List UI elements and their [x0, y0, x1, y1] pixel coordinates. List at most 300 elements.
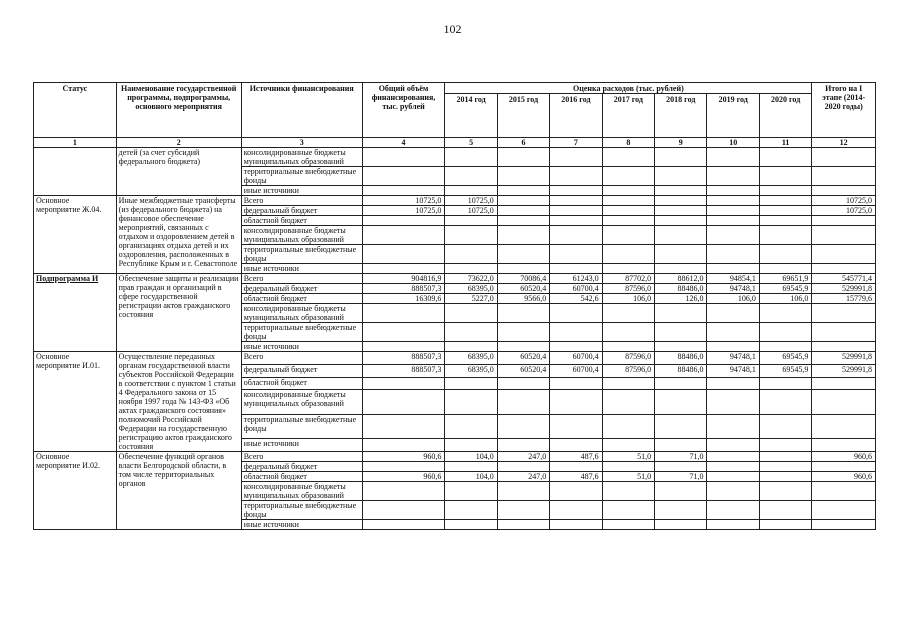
stage-total-cell: 10725,0: [812, 206, 876, 216]
stage-total-cell: [812, 304, 876, 323]
year-value-cell: [655, 501, 707, 520]
financing-table-wrapper: [33, 82, 876, 530]
year-value-cell: [759, 439, 811, 452]
year-value-cell: [707, 472, 759, 482]
total-value-cell: 904816,9: [362, 274, 445, 284]
total-value-cell: [362, 323, 445, 342]
year-value-cell: [550, 206, 602, 216]
year-value-cell: [445, 520, 497, 530]
year-value-cell: 10725,0: [445, 206, 497, 216]
year-value-cell: [445, 342, 497, 352]
source-cell: иные источники: [241, 264, 362, 274]
header-stage-total: Итого на I этапе (2014-2020 годы): [812, 83, 876, 138]
year-value-cell: [550, 323, 602, 342]
stage-total-cell: 960,6: [812, 452, 876, 462]
year-value-cell: [497, 462, 549, 472]
total-value-cell: [362, 414, 445, 438]
header-sources: Источники финансирования: [241, 83, 362, 138]
total-value-cell: [362, 148, 445, 167]
year-value-cell: 69545,9: [759, 284, 811, 294]
year-value-cell: [602, 439, 654, 452]
year-value-cell: [445, 148, 497, 167]
year-value-cell: [759, 462, 811, 472]
source-cell: областной бюджет: [241, 294, 362, 304]
table-row: [34, 148, 876, 167]
year-value-cell: [759, 148, 811, 167]
year-value-cell: 94748,1: [707, 364, 759, 377]
year-value-cell: [497, 520, 549, 530]
stage-total-cell: 545771,4: [812, 274, 876, 284]
stage-total-cell: [812, 245, 876, 264]
stage-total-cell: [812, 482, 876, 501]
year-value-cell: [445, 414, 497, 438]
column-number: 8: [602, 138, 654, 148]
year-value-cell: [707, 264, 759, 274]
year-value-cell: [707, 342, 759, 352]
year-value-cell: [445, 226, 497, 245]
year-value-cell: [759, 167, 811, 186]
total-value-cell: [362, 462, 445, 472]
stage-total-cell: [812, 377, 876, 390]
year-value-cell: [445, 304, 497, 323]
year-value-cell: [550, 501, 602, 520]
stage-total-cell: [812, 226, 876, 245]
year-value-cell: [707, 216, 759, 226]
program-name-cell: Осуществление переданных органам государственной власти субъектов Российской Федерации в соответствии с пунктом 1 статьи 4 Федерального закона от 15 ноября 1997 года № 143-ФЗ «Об актах гражданского состояния» полномочий Российской Федерации на государственную регистрацию актов гражданского состояния: [116, 352, 241, 452]
program-name-cell: Обеспечение функций органов власти Белгородской области, в том числе территориальных органов: [116, 452, 241, 530]
year-value-cell: [550, 186, 602, 196]
year-value-cell: [602, 167, 654, 186]
year-value-cell: 60520,4: [497, 352, 549, 365]
year-value-cell: [497, 342, 549, 352]
year-value-cell: [550, 148, 602, 167]
table-row: [34, 352, 876, 365]
year-value-cell: [655, 196, 707, 206]
year-value-cell: 247,0: [497, 452, 549, 462]
header-year: 2017 год: [602, 94, 654, 138]
year-value-cell: 104,0: [445, 452, 497, 462]
year-value-cell: 70086,4: [497, 274, 549, 284]
year-value-cell: [602, 390, 654, 414]
header-year: 2016 год: [550, 94, 602, 138]
stage-total-cell: [812, 501, 876, 520]
financing-table: [33, 82, 876, 530]
year-value-cell: [707, 304, 759, 323]
year-value-cell: [655, 186, 707, 196]
year-value-cell: [707, 377, 759, 390]
year-value-cell: [655, 323, 707, 342]
year-value-cell: [497, 148, 549, 167]
year-value-cell: [602, 216, 654, 226]
year-value-cell: [759, 216, 811, 226]
year-value-cell: [497, 323, 549, 342]
year-value-cell: 88612,0: [655, 274, 707, 284]
status-cell: Основное мероприятие И.02.: [34, 452, 117, 530]
year-value-cell: 94748,1: [707, 284, 759, 294]
year-value-cell: [759, 206, 811, 216]
year-value-cell: [497, 304, 549, 323]
source-cell: территориальные внебюджетные фонды: [241, 167, 362, 186]
stage-total-cell: [812, 148, 876, 167]
header-status: Статус: [34, 83, 117, 138]
stage-total-cell: [812, 414, 876, 438]
year-value-cell: [550, 342, 602, 352]
year-value-cell: [759, 304, 811, 323]
year-value-cell: [707, 520, 759, 530]
year-value-cell: [602, 414, 654, 438]
stage-total-cell: [812, 439, 876, 452]
year-value-cell: [602, 148, 654, 167]
year-value-cell: [759, 196, 811, 206]
year-value-cell: [497, 206, 549, 216]
source-cell: федеральный бюджет: [241, 206, 362, 216]
header-year: 2014 год: [445, 94, 497, 138]
year-value-cell: [497, 216, 549, 226]
total-value-cell: 888507,3: [362, 364, 445, 377]
source-cell: федеральный бюджет: [241, 284, 362, 294]
year-value-cell: [550, 377, 602, 390]
year-value-cell: [759, 342, 811, 352]
year-value-cell: [655, 226, 707, 245]
total-value-cell: [362, 264, 445, 274]
source-cell: иные источники: [241, 186, 362, 196]
header-total-volume: Общий объём финансирования, тыс. рублей: [362, 83, 445, 138]
year-value-cell: [497, 390, 549, 414]
program-name-cell: детей (за счет субсидий федерального бюджета): [116, 148, 241, 196]
year-value-cell: [445, 501, 497, 520]
total-value-cell: [362, 216, 445, 226]
program-name-cell: Иные межбюджетные трансферты (из федерального бюджета) на финансовое обеспечение мероприятий, связанных с отдыхом и оздоровлением детей в организациях отдыха детей и их оздоровления, расположенных в Республике Крым и г. Севастополе: [116, 196, 241, 274]
header-program-name: Наименование государственной программы, подпрограммы, основного мероприятия: [116, 83, 241, 138]
year-value-cell: [550, 245, 602, 264]
year-value-cell: 247,0: [497, 472, 549, 482]
column-number: 10: [707, 138, 759, 148]
year-value-cell: 61243,0: [550, 274, 602, 284]
year-value-cell: [759, 377, 811, 390]
column-number: 5: [445, 138, 497, 148]
status-cell: [34, 148, 117, 196]
year-value-cell: [550, 390, 602, 414]
year-value-cell: [759, 323, 811, 342]
total-value-cell: 888507,3: [362, 284, 445, 294]
year-value-cell: [759, 226, 811, 245]
year-value-cell: [497, 501, 549, 520]
year-value-cell: [707, 390, 759, 414]
year-value-cell: 71,0: [655, 452, 707, 462]
year-value-cell: [655, 245, 707, 264]
year-value-cell: [707, 452, 759, 462]
year-value-cell: [445, 245, 497, 264]
source-cell: Всего: [241, 196, 362, 206]
source-cell: иные источники: [241, 342, 362, 352]
stage-total-cell: 10725,0: [812, 196, 876, 206]
source-cell: консолидированные бюджеты муниципальных образований: [241, 148, 362, 167]
year-value-cell: [445, 439, 497, 452]
source-cell: консолидированные бюджеты муниципальных образований: [241, 304, 362, 323]
table-row: [34, 274, 876, 284]
year-value-cell: [445, 462, 497, 472]
year-value-cell: [602, 462, 654, 472]
year-value-cell: [655, 414, 707, 438]
total-value-cell: 16309,6: [362, 294, 445, 304]
year-value-cell: [550, 439, 602, 452]
year-value-cell: [759, 390, 811, 414]
stage-total-cell: 960,6: [812, 472, 876, 482]
year-value-cell: [707, 323, 759, 342]
year-value-cell: 10725,0: [445, 196, 497, 206]
year-value-cell: [655, 167, 707, 186]
total-value-cell: [362, 245, 445, 264]
total-value-cell: [362, 501, 445, 520]
year-value-cell: [445, 167, 497, 186]
year-value-cell: [445, 216, 497, 226]
column-number: 12: [812, 138, 876, 148]
year-value-cell: 69545,9: [759, 364, 811, 377]
stage-total-cell: [812, 462, 876, 472]
year-value-cell: 106,0: [602, 294, 654, 304]
year-value-cell: [602, 501, 654, 520]
year-value-cell: [550, 462, 602, 472]
year-value-cell: [497, 196, 549, 206]
year-value-cell: [655, 148, 707, 167]
year-value-cell: [445, 264, 497, 274]
source-cell: Всего: [241, 352, 362, 365]
year-value-cell: [550, 520, 602, 530]
source-cell: областной бюджет: [241, 377, 362, 390]
year-value-cell: [759, 482, 811, 501]
year-value-cell: [497, 167, 549, 186]
column-number: 4: [362, 138, 445, 148]
year-value-cell: [602, 482, 654, 501]
year-value-cell: [602, 323, 654, 342]
stage-total-cell: [812, 264, 876, 274]
year-value-cell: [497, 414, 549, 438]
column-number: 9: [655, 138, 707, 148]
total-value-cell: [362, 390, 445, 414]
source-cell: консолидированные бюджеты муниципальных образований: [241, 482, 362, 501]
year-value-cell: [707, 226, 759, 245]
header-year: 2019 год: [707, 94, 759, 138]
source-cell: территориальные внебюджетные фонды: [241, 323, 362, 342]
year-value-cell: 487,6: [550, 452, 602, 462]
year-value-cell: 60520,4: [497, 364, 549, 377]
column-number: 2: [116, 138, 241, 148]
source-cell: федеральный бюджет: [241, 364, 362, 377]
year-value-cell: 60520,4: [497, 284, 549, 294]
column-number: 11: [759, 138, 811, 148]
total-value-cell: [362, 167, 445, 186]
source-cell: территориальные внебюджетные фонды: [241, 501, 362, 520]
year-value-cell: [602, 520, 654, 530]
year-value-cell: [445, 390, 497, 414]
year-value-cell: [655, 206, 707, 216]
stage-total-cell: [812, 186, 876, 196]
year-value-cell: [759, 452, 811, 462]
total-value-cell: [362, 377, 445, 390]
year-value-cell: 88486,0: [655, 364, 707, 377]
year-value-cell: 88486,0: [655, 284, 707, 294]
total-value-cell: 960,6: [362, 452, 445, 462]
total-value-cell: [362, 342, 445, 352]
year-value-cell: [707, 148, 759, 167]
year-value-cell: [655, 304, 707, 323]
year-value-cell: [550, 482, 602, 501]
source-cell: областной бюджет: [241, 216, 362, 226]
stage-total-cell: [812, 167, 876, 186]
table-row: [34, 452, 876, 462]
year-value-cell: [707, 167, 759, 186]
source-cell: консолидированные бюджеты муниципальных образований: [241, 226, 362, 245]
header-year: 2015 год: [497, 94, 549, 138]
year-value-cell: [602, 196, 654, 206]
year-value-cell: [707, 482, 759, 501]
year-value-cell: 51,0: [602, 472, 654, 482]
stage-total-cell: [812, 520, 876, 530]
year-value-cell: [655, 264, 707, 274]
program-name-cell: Обеспечение защиты и реализации прав граждан и организаций в сфере государственной регистрации актов гражданского состояния: [116, 274, 241, 352]
year-value-cell: [602, 377, 654, 390]
year-value-cell: 71,0: [655, 472, 707, 482]
year-value-cell: [602, 245, 654, 264]
year-value-cell: 94854,1: [707, 274, 759, 284]
source-cell: территориальные внебюджетные фонды: [241, 245, 362, 264]
year-value-cell: [759, 501, 811, 520]
year-value-cell: [550, 216, 602, 226]
total-value-cell: [362, 186, 445, 196]
stage-total-cell: 529991,8: [812, 364, 876, 377]
year-value-cell: 87596,0: [602, 364, 654, 377]
year-value-cell: 69651,9: [759, 274, 811, 284]
total-value-cell: [362, 520, 445, 530]
source-cell: областной бюджет: [241, 472, 362, 482]
year-value-cell: [497, 482, 549, 501]
year-value-cell: 60700,4: [550, 284, 602, 294]
year-value-cell: [445, 482, 497, 501]
source-cell: иные источники: [241, 520, 362, 530]
year-value-cell: [602, 304, 654, 323]
source-cell: федеральный бюджет: [241, 462, 362, 472]
column-number: 3: [241, 138, 362, 148]
year-value-cell: [655, 462, 707, 472]
year-value-cell: [655, 390, 707, 414]
year-value-cell: 542,6: [550, 294, 602, 304]
year-value-cell: [655, 342, 707, 352]
year-value-cell: [759, 520, 811, 530]
year-value-cell: [707, 206, 759, 216]
header-year: 2018 год: [655, 94, 707, 138]
year-value-cell: 106,0: [759, 294, 811, 304]
year-value-cell: [497, 377, 549, 390]
total-value-cell: 10725,0: [362, 196, 445, 206]
column-number: 6: [497, 138, 549, 148]
year-value-cell: 68395,0: [445, 284, 497, 294]
year-value-cell: [550, 226, 602, 245]
column-number: 7: [550, 138, 602, 148]
total-value-cell: 960,6: [362, 472, 445, 482]
status-cell: Подпрограмма И: [34, 274, 117, 352]
status-cell: Основное мероприятие И.01.: [34, 352, 117, 452]
year-value-cell: [707, 462, 759, 472]
year-value-cell: 9566,0: [497, 294, 549, 304]
year-value-cell: [707, 439, 759, 452]
year-value-cell: [655, 482, 707, 501]
total-value-cell: 888507,3: [362, 352, 445, 365]
year-value-cell: [759, 186, 811, 196]
source-cell: территориальные внебюджетные фонды: [241, 414, 362, 438]
year-value-cell: [655, 216, 707, 226]
year-value-cell: [550, 304, 602, 323]
year-value-cell: [497, 245, 549, 264]
table-row: [34, 196, 876, 206]
year-value-cell: [602, 342, 654, 352]
year-value-cell: [759, 414, 811, 438]
year-value-cell: 68395,0: [445, 352, 497, 365]
year-value-cell: 104,0: [445, 472, 497, 482]
year-value-cell: [445, 186, 497, 196]
year-value-cell: 487,6: [550, 472, 602, 482]
year-value-cell: 87596,0: [602, 352, 654, 365]
year-value-cell: [550, 196, 602, 206]
year-value-cell: 73622,0: [445, 274, 497, 284]
year-value-cell: 60700,4: [550, 352, 602, 365]
year-value-cell: [759, 245, 811, 264]
year-value-cell: [602, 206, 654, 216]
year-value-cell: [655, 439, 707, 452]
year-value-cell: [497, 226, 549, 245]
year-value-cell: [550, 414, 602, 438]
year-value-cell: [497, 186, 549, 196]
year-value-cell: [497, 264, 549, 274]
year-value-cell: 87702,0: [602, 274, 654, 284]
year-value-cell: [759, 264, 811, 274]
stage-total-cell: [812, 390, 876, 414]
year-value-cell: 60700,4: [550, 364, 602, 377]
year-value-cell: [602, 226, 654, 245]
year-value-cell: 68395,0: [445, 364, 497, 377]
year-value-cell: 106,0: [707, 294, 759, 304]
year-value-cell: [445, 323, 497, 342]
year-value-cell: [445, 377, 497, 390]
year-value-cell: [602, 264, 654, 274]
year-value-cell: [655, 377, 707, 390]
year-value-cell: [497, 439, 549, 452]
year-value-cell: [707, 186, 759, 196]
stage-total-cell: 15779,6: [812, 294, 876, 304]
year-value-cell: [707, 414, 759, 438]
year-value-cell: 126,0: [655, 294, 707, 304]
stage-total-cell: 529991,8: [812, 284, 876, 294]
total-value-cell: [362, 304, 445, 323]
year-value-cell: [707, 501, 759, 520]
year-value-cell: 94748,1: [707, 352, 759, 365]
year-value-cell: [655, 520, 707, 530]
total-value-cell: [362, 226, 445, 245]
total-value-cell: [362, 482, 445, 501]
year-value-cell: [707, 245, 759, 264]
page-number: 102: [443, 22, 462, 36]
stage-total-cell: [812, 216, 876, 226]
total-value-cell: 10725,0: [362, 206, 445, 216]
column-number: 1: [34, 138, 117, 148]
source-cell: консолидированные бюджеты муниципальных образований: [241, 390, 362, 414]
status-cell: Основное мероприятие Ж.04.: [34, 196, 117, 274]
header-assessment: Оценка расходов (тыс. рублей): [445, 83, 812, 94]
year-value-cell: 87596,0: [602, 284, 654, 294]
stage-total-cell: [812, 323, 876, 342]
year-value-cell: [602, 186, 654, 196]
year-value-cell: [550, 167, 602, 186]
year-value-cell: 88486,0: [655, 352, 707, 365]
